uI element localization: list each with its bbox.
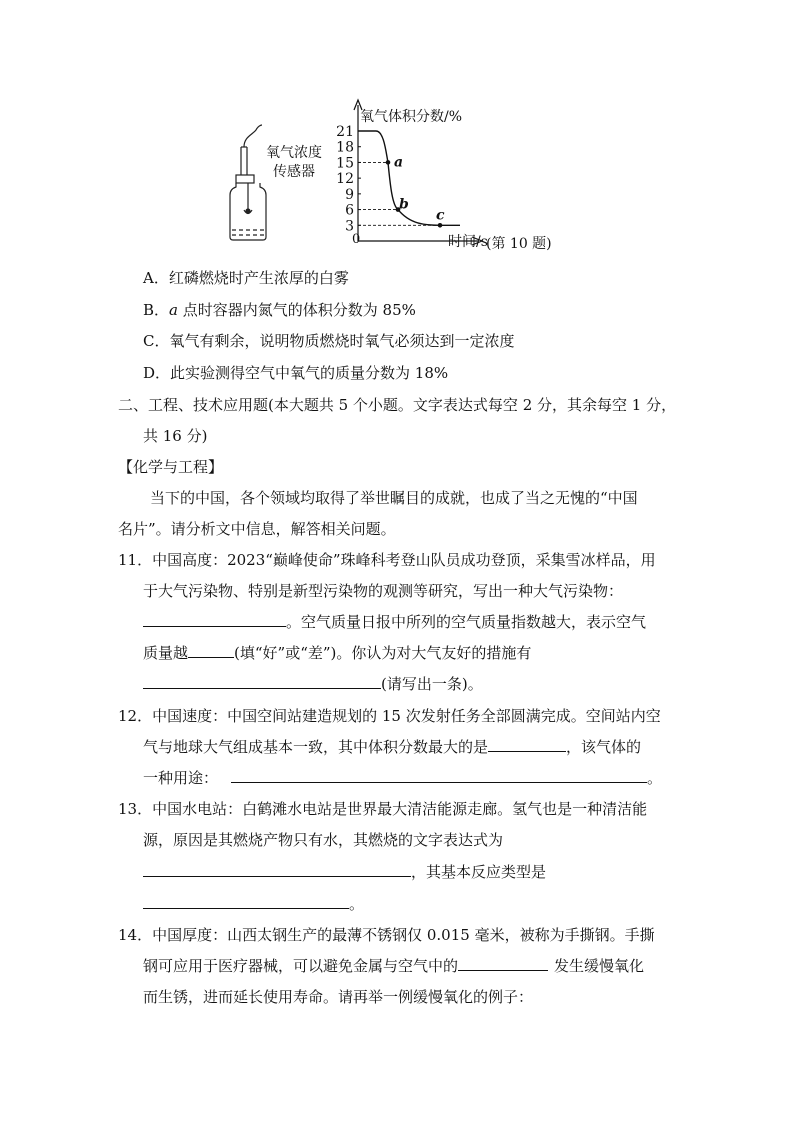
q11-pollutant-blank[interactable] [143,612,286,627]
point-label-c: c [436,207,445,224]
point-label-b: b [399,196,409,213]
q11-line-5-text: (请写出一条)。 [381,675,483,693]
q11-line-4-prefix: 质量越 [143,644,189,662]
q14-line-2-suffix: 发生缓慢氧化 [554,957,645,975]
q13-line-4-text: 。 [349,895,365,913]
y-tick-label: 6 [345,202,354,219]
q12-line-2-suffix: ，该气体的 [566,738,642,756]
q12-line-3 [143,768,662,788]
q11-quality-blank[interactable] [188,643,234,658]
y-ticks [336,124,361,234]
y-tick-label: 3 [345,218,354,235]
q14-line-1: 14．中国厚度：山西太钢生产的最薄不锈钢仅 0.015 毫米，被称为手撕钢。手撕 [118,926,655,944]
q14-substance-blank[interactable] [458,956,548,971]
q13-reaction-type-blank[interactable] [143,894,349,909]
curve-points [386,154,445,227]
q10-option-d: D．此实验测得空气中氧气的质量分数为 18% [143,364,449,382]
y-tick-label: 9 [345,186,354,203]
x-axis-label: 时间/s [448,234,488,250]
intro-line-2: 名片”。请分析文中信息，解答相关问题。 [118,520,396,538]
point-a [386,160,391,165]
sensor-label-1: 氧气浓度 [266,145,322,161]
point-label-a: a [394,154,404,171]
q11-measure-blank[interactable] [143,674,381,689]
y-tick-label: 21 [336,124,354,140]
q11-line-4-text: (填“好”或“差”)。你认为对大气友好的措施有 [234,644,532,662]
q10-option-a: A．红磷燃烧时产生浓厚的白雾 [143,269,349,287]
q13-line-4 [143,894,364,914]
q14-line-2 [143,956,644,976]
y-tick-label: 18 [336,139,354,156]
y-tick-label: 15 [336,155,354,172]
q11-line-4 [143,643,531,663]
q13-line-2: 源，原因是其燃烧产物只有水，其燃烧的文字表达式为 [143,831,504,849]
q13-line-1: 13．中国水电站：白鹤滩水电站是世界最大清洁能源走廊。氢气也是一种清洁能 [118,800,648,818]
y-tick-label: 12 [336,171,354,188]
q10-option-b [143,300,416,320]
origin-label: 0 [352,232,361,247]
intro-line-1: 当下的中国，各个领域均取得了举世瞩目的成就，也成了当之无愧的“中国 [150,489,638,507]
section2-heading-cont: 共 16 分) [143,427,208,445]
y-axis-label: 氧气体积分数/% [360,109,463,125]
q10-option-b-letter: B． [143,301,170,319]
q11-line-2: 于大气污染物、特别是新型污染物的观测等研究，写出一种大气污染物： [143,582,624,600]
apparatus-illustration [230,125,266,240]
q13-expression-blank[interactable] [143,862,411,877]
q12-line-3-suffix: 。 [647,769,663,787]
q13-line-3 [143,862,546,882]
q12-line-2 [143,737,641,757]
figure-caption: (第 10 题) [486,236,552,252]
q11-line-3 [143,612,646,632]
q10-option-b-text: 点时容器内氮气的体积分数为 85% [177,301,416,319]
q11-line-1: 11．中国高度：2023“巅峰使命”珠峰科考登山队员成功登顶，采集雪冰样品，用 [118,551,656,569]
q12-gas-blank[interactable] [488,737,566,752]
q11-line-3-text: 。空气质量日报中所列的空气质量指数越大，表示空气 [286,613,647,631]
q12-line-2-text: 气与地球大气组成基本一致，其中体积分数最大的是 [143,738,489,756]
q13-line-3-text: ，其基本反应类型是 [411,863,547,881]
q10-option-c: C．氧气有剩余，说明物质燃烧时氧气必须达到一定浓度 [143,332,515,350]
topic-heading: 【化学与工程】 [118,458,224,476]
section2-heading: 二、工程、技术应用题(本大题共 5 个小题。文字表达式每空 2 分，其余每空 1 分， [118,396,677,414]
q12-line-1: 12．中国速度：中国空间站建造规划的 15 次发射任务全部圆满完成。空间站内空 [118,707,661,725]
q12-use-blank[interactable] [231,768,647,783]
q10-option-b-point: a [169,301,178,319]
guide-lines [358,162,440,225]
q14-line-3: 而生锈，进而延长使用寿命。请再举一例缓慢氧化的例子： [143,988,534,1006]
q14-line-2-text: 钢可应用于医疗器械，可以避免金属与空气中的 [143,957,459,975]
sensor-label-2: 传感器 [273,164,315,180]
oxygen-curve [358,131,460,225]
q11-line-5 [143,674,483,694]
oxygen-chart [336,100,551,252]
point-c [438,223,443,228]
q12-line-3-prefix: 一种用途： [143,769,219,787]
